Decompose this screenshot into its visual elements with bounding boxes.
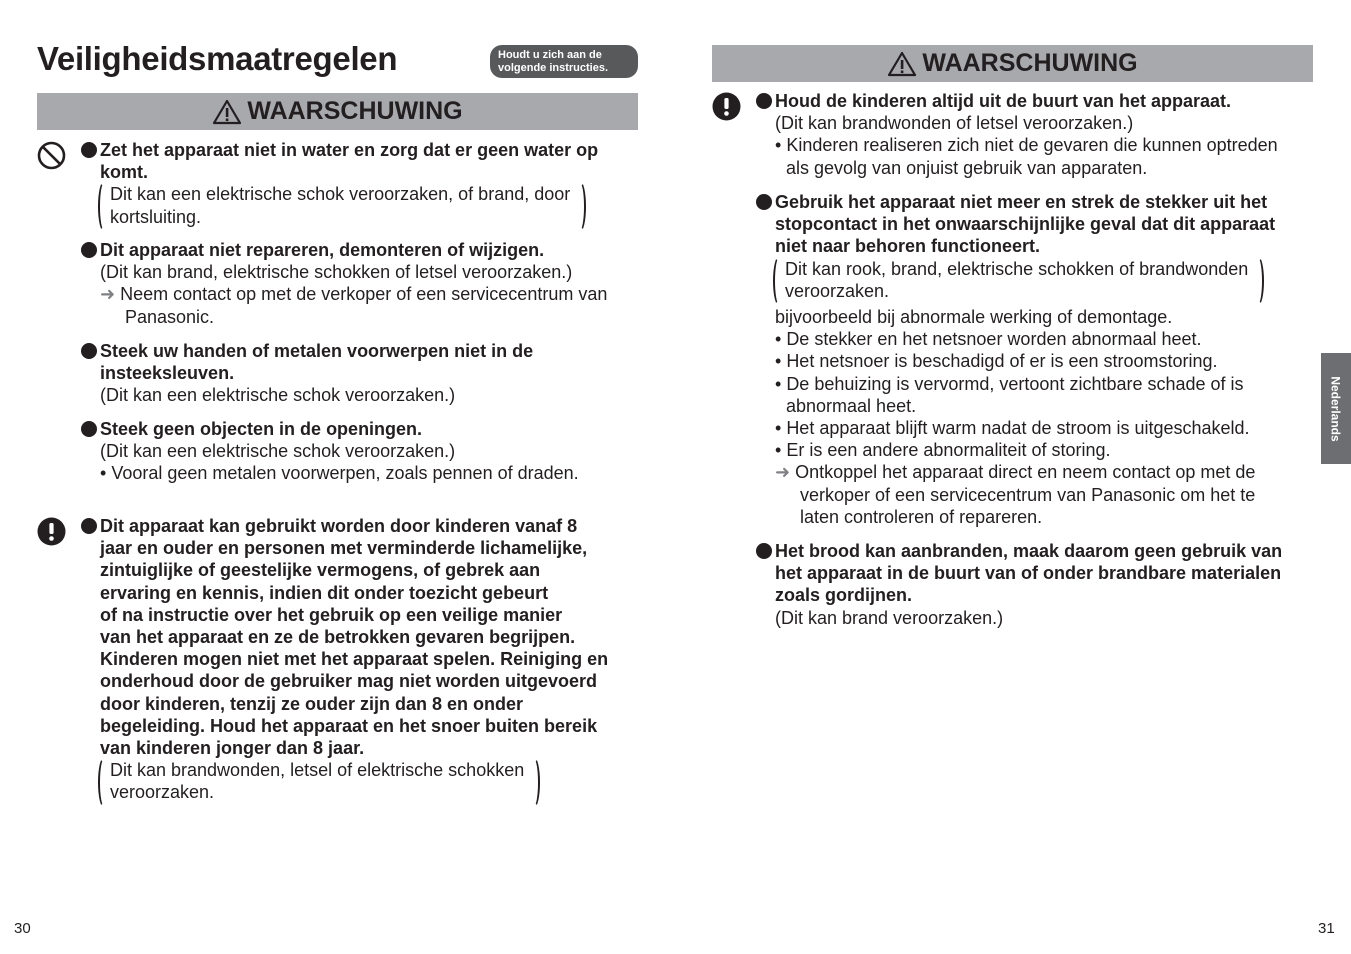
mandatory-item-malfunction: [756, 191, 1316, 528]
arrow-right-icon: ➜: [100, 284, 116, 305]
mandatory-item-children: [756, 90, 1316, 179]
item-note: (Dit kan brandwonden of letsel veroorzaken.): [775, 113, 1134, 134]
item-bullet: • Het netsnoer is beschadigd of er is een stroomstoring.: [775, 351, 1218, 372]
item-heading: Dit apparaat kan gebruikt worden door kinderen vanaf 8 jaar en ouder en personen met verminderde lichamelijke, zintuiglijke of geestelijke vermogens, of gebrek aan ervaring en kennis, indien dit onder toezicht gebeurt of na instructie over het gebruik op een veilige manier van het apparaat en ze de betrokken gevaren begrijpen. Kinderen mogen niet met het apparaat spelen. Reiniging en onderhoud door de gebruiker mag niet worden uitgevoerd door kinderen, tenzij ze ouder zijn dan 8 en onder begeleiding. Houd het apparaat en het snoer buiten bereik van kinderen jonger dan 8 jaar.: [81, 515, 641, 759]
exclamation-icon: [712, 92, 741, 126]
parenthetical-note: Dit kan rook, brand, elektrische schokken of brandwonden veroorzaken.: [775, 258, 1262, 302]
warning-bar-right: [712, 45, 1313, 82]
warning-label: WAARSCHUWING: [922, 49, 1138, 77]
prohibited-item-2: [81, 239, 641, 328]
item-heading: Houd de kinderen altijd uit de buurt van het apparaat.: [756, 90, 1316, 112]
item-bullet: • Kinderen realiseren zich niet de gevaren die kunnen optreden als gevolg van onjuist gebruik van apparaten.: [775, 135, 1278, 178]
item-heading: Dit apparaat niet repareren, demonteren of wijzigen.: [81, 239, 641, 261]
item-note: (Dit kan een elektrische schok veroorzaken.): [100, 441, 456, 462]
page-number-right: 31: [1318, 920, 1335, 937]
item-heading: Steek uw handen of metalen voorwerpen niet in de insteeksleuven.: [81, 340, 641, 384]
instructions-badge: [490, 45, 638, 78]
warning-triangle-icon: [887, 51, 917, 77]
badge-line-2: volgende instructies.: [498, 62, 609, 74]
prohibited-icon: [37, 141, 66, 175]
item-heading: Gebruik het apparaat niet meer en strek de stekker uit het stopcontact in het onwaarschijnlijke geval dat dit apparaat niet naar behoren functioneert.: [756, 191, 1316, 258]
exclamation-icon: [37, 517, 66, 551]
parenthetical-note: Dit kan een elektrische schok veroorzaken, of brand, door kortsluiting.: [100, 183, 584, 227]
item-note: (Dit kan een elektrische schok veroorzaken.): [100, 385, 456, 406]
item-bullet: • Vooral geen metalen voorwerpen, zoals pennen of draden.: [100, 463, 579, 484]
mandatory-item-fire: [756, 540, 1316, 629]
item-bullet: • De behuizing is vervormd, vertoont zichtbare schade of is abnormaal heet.: [775, 373, 1244, 416]
page-number-left: 30: [14, 920, 31, 937]
warning-label: WAARSCHUWING: [247, 97, 463, 125]
item-instruction: ➜ Ontkoppel het apparaat direct en neem contact op met de verkoper of een servicecentrum van Panasonic om het te laten controleren of repareren.: [775, 462, 1256, 527]
item-note: (Dit kan brand, elektrische schokken of letsel veroorzaken.): [100, 262, 573, 283]
warning-triangle-icon: [212, 99, 242, 125]
parenthetical-note: Dit kan brandwonden, letsel of elektrische schokken veroorzaken.: [100, 759, 538, 803]
item-instruction: ➜ Neem contact op met de verkoper of een servicecentrum van Panasonic.: [100, 284, 608, 327]
arrow-right-icon: ➜: [775, 462, 791, 483]
badge-line-1: Houdt u zich aan de: [498, 49, 602, 61]
item-bullet: • Het apparaat blijft warm nadat de stroom is uitgeschakeld.: [775, 418, 1250, 439]
prohibited-item-4: [81, 418, 641, 485]
page-title: Veiligheidsmaatregelen: [37, 40, 398, 77]
item-heading: Zet het apparaat niet in water en zorg dat er geen water op komt.: [81, 139, 641, 183]
prohibited-item-1: [81, 139, 641, 228]
prohibited-item-3: [81, 340, 641, 407]
warning-bar-left: [37, 93, 638, 130]
mandatory-item: [81, 515, 641, 804]
item-note: (Dit kan brand veroorzaken.): [775, 607, 1004, 628]
item-heading: Steek geen objecten in de openingen.: [81, 418, 641, 440]
item-heading: Het brood kan aanbranden, maak daarom geen gebruik van het apparaat in de buurt van of onder brandbare materialen zoals gordijnen.: [756, 540, 1316, 607]
item-bullet: • Er is een andere abnormaliteit of storing.: [775, 440, 1111, 461]
item-example: bijvoorbeeld bij abnormale werking of demontage.: [775, 307, 1173, 328]
item-bullet: • De stekker en het netsnoer worden abnormaal heet.: [775, 329, 1202, 350]
language-tab: Nederlands: [1321, 353, 1351, 464]
